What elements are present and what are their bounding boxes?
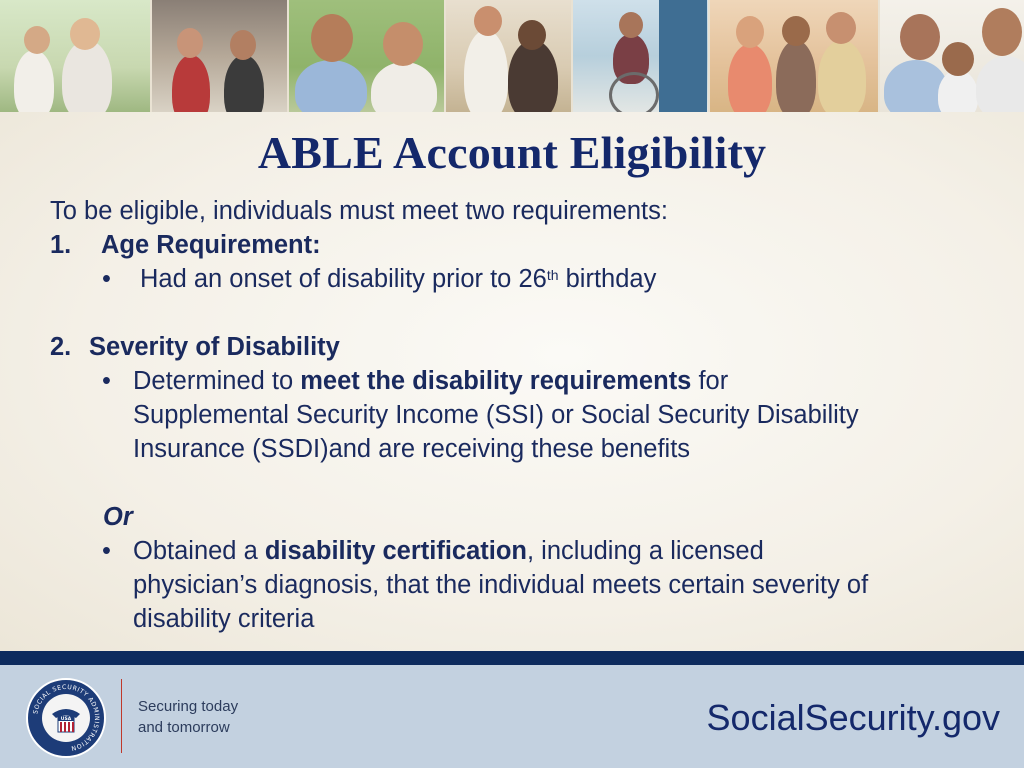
req2-line1 (133, 364, 728, 398)
req2-line1-after: for (691, 367, 729, 395)
req2-line3: Insurance (SSDI)and are receiving these benefits (133, 435, 691, 463)
tagline (138, 696, 238, 738)
photo-caregiver (446, 0, 573, 112)
alt-line1-bold: disability certification (264, 537, 528, 565)
photo-grandparent-child (0, 0, 152, 112)
req2-line1-bold: meet the disability requirements (300, 367, 692, 395)
req1-text-after: birthday (558, 265, 657, 293)
slide-title: ABLE Account Eligibility (257, 127, 767, 178)
header-photo-strip (0, 0, 1024, 112)
ssa-seal-logo (26, 678, 106, 758)
website-link[interactable]: SocialSecurity.gov (706, 697, 1000, 738)
req2-number: 2. (50, 333, 72, 361)
slide-body (0, 112, 1024, 652)
or-label: Or (103, 503, 133, 531)
photo-wheelchair-user (573, 0, 710, 112)
alt-line1 (133, 534, 764, 568)
footer-bar (0, 651, 1024, 665)
photo-women-beach (710, 0, 880, 112)
eagle-shield-icon (42, 694, 90, 742)
tagline-divider (121, 679, 122, 753)
tagline-line2: and tomorrow (138, 719, 230, 736)
intro-text: To be eligible, individuals must meet two requirements: (50, 197, 668, 225)
alt-line1-after: , including a licensed (527, 537, 764, 565)
alt-bullet: • (102, 537, 111, 565)
req1-text-before: Had an onset of disability prior to 26 (140, 265, 547, 293)
footer (0, 665, 1024, 768)
alt-line1-before: Obtained a (133, 537, 265, 565)
req1-number: 1. (50, 231, 72, 259)
req2-label: Severity of Disability (89, 333, 340, 361)
photo-older-couple (289, 0, 446, 112)
req2-line2: Supplemental Security Income (SSI) or Social Security Disability (133, 401, 859, 429)
alt-line2: physician’s diagnosis, that the individual meets certain severity of (133, 571, 869, 599)
photo-women-shopping (152, 0, 289, 112)
svg-text:USA: USA (60, 717, 72, 722)
seal-center (42, 694, 90, 742)
svg-text:SOCIAL SECURITY ADMINISTRATION: SOCIAL SECURITY ADMINISTRATION (32, 683, 101, 752)
req1-label: Age Requirement: (101, 231, 321, 259)
eligibility-content (0, 112, 1024, 652)
req1-superscript: th (546, 267, 559, 283)
req2-bullet: • (102, 367, 111, 395)
alt-line3: disability criteria (133, 605, 315, 633)
tagline-line1: Securing today (138, 698, 239, 715)
req2-line1-before: Determined to (133, 367, 301, 395)
photo-father-son (880, 0, 1024, 112)
req1-bullet: • (102, 265, 111, 293)
req1-text (140, 262, 656, 296)
